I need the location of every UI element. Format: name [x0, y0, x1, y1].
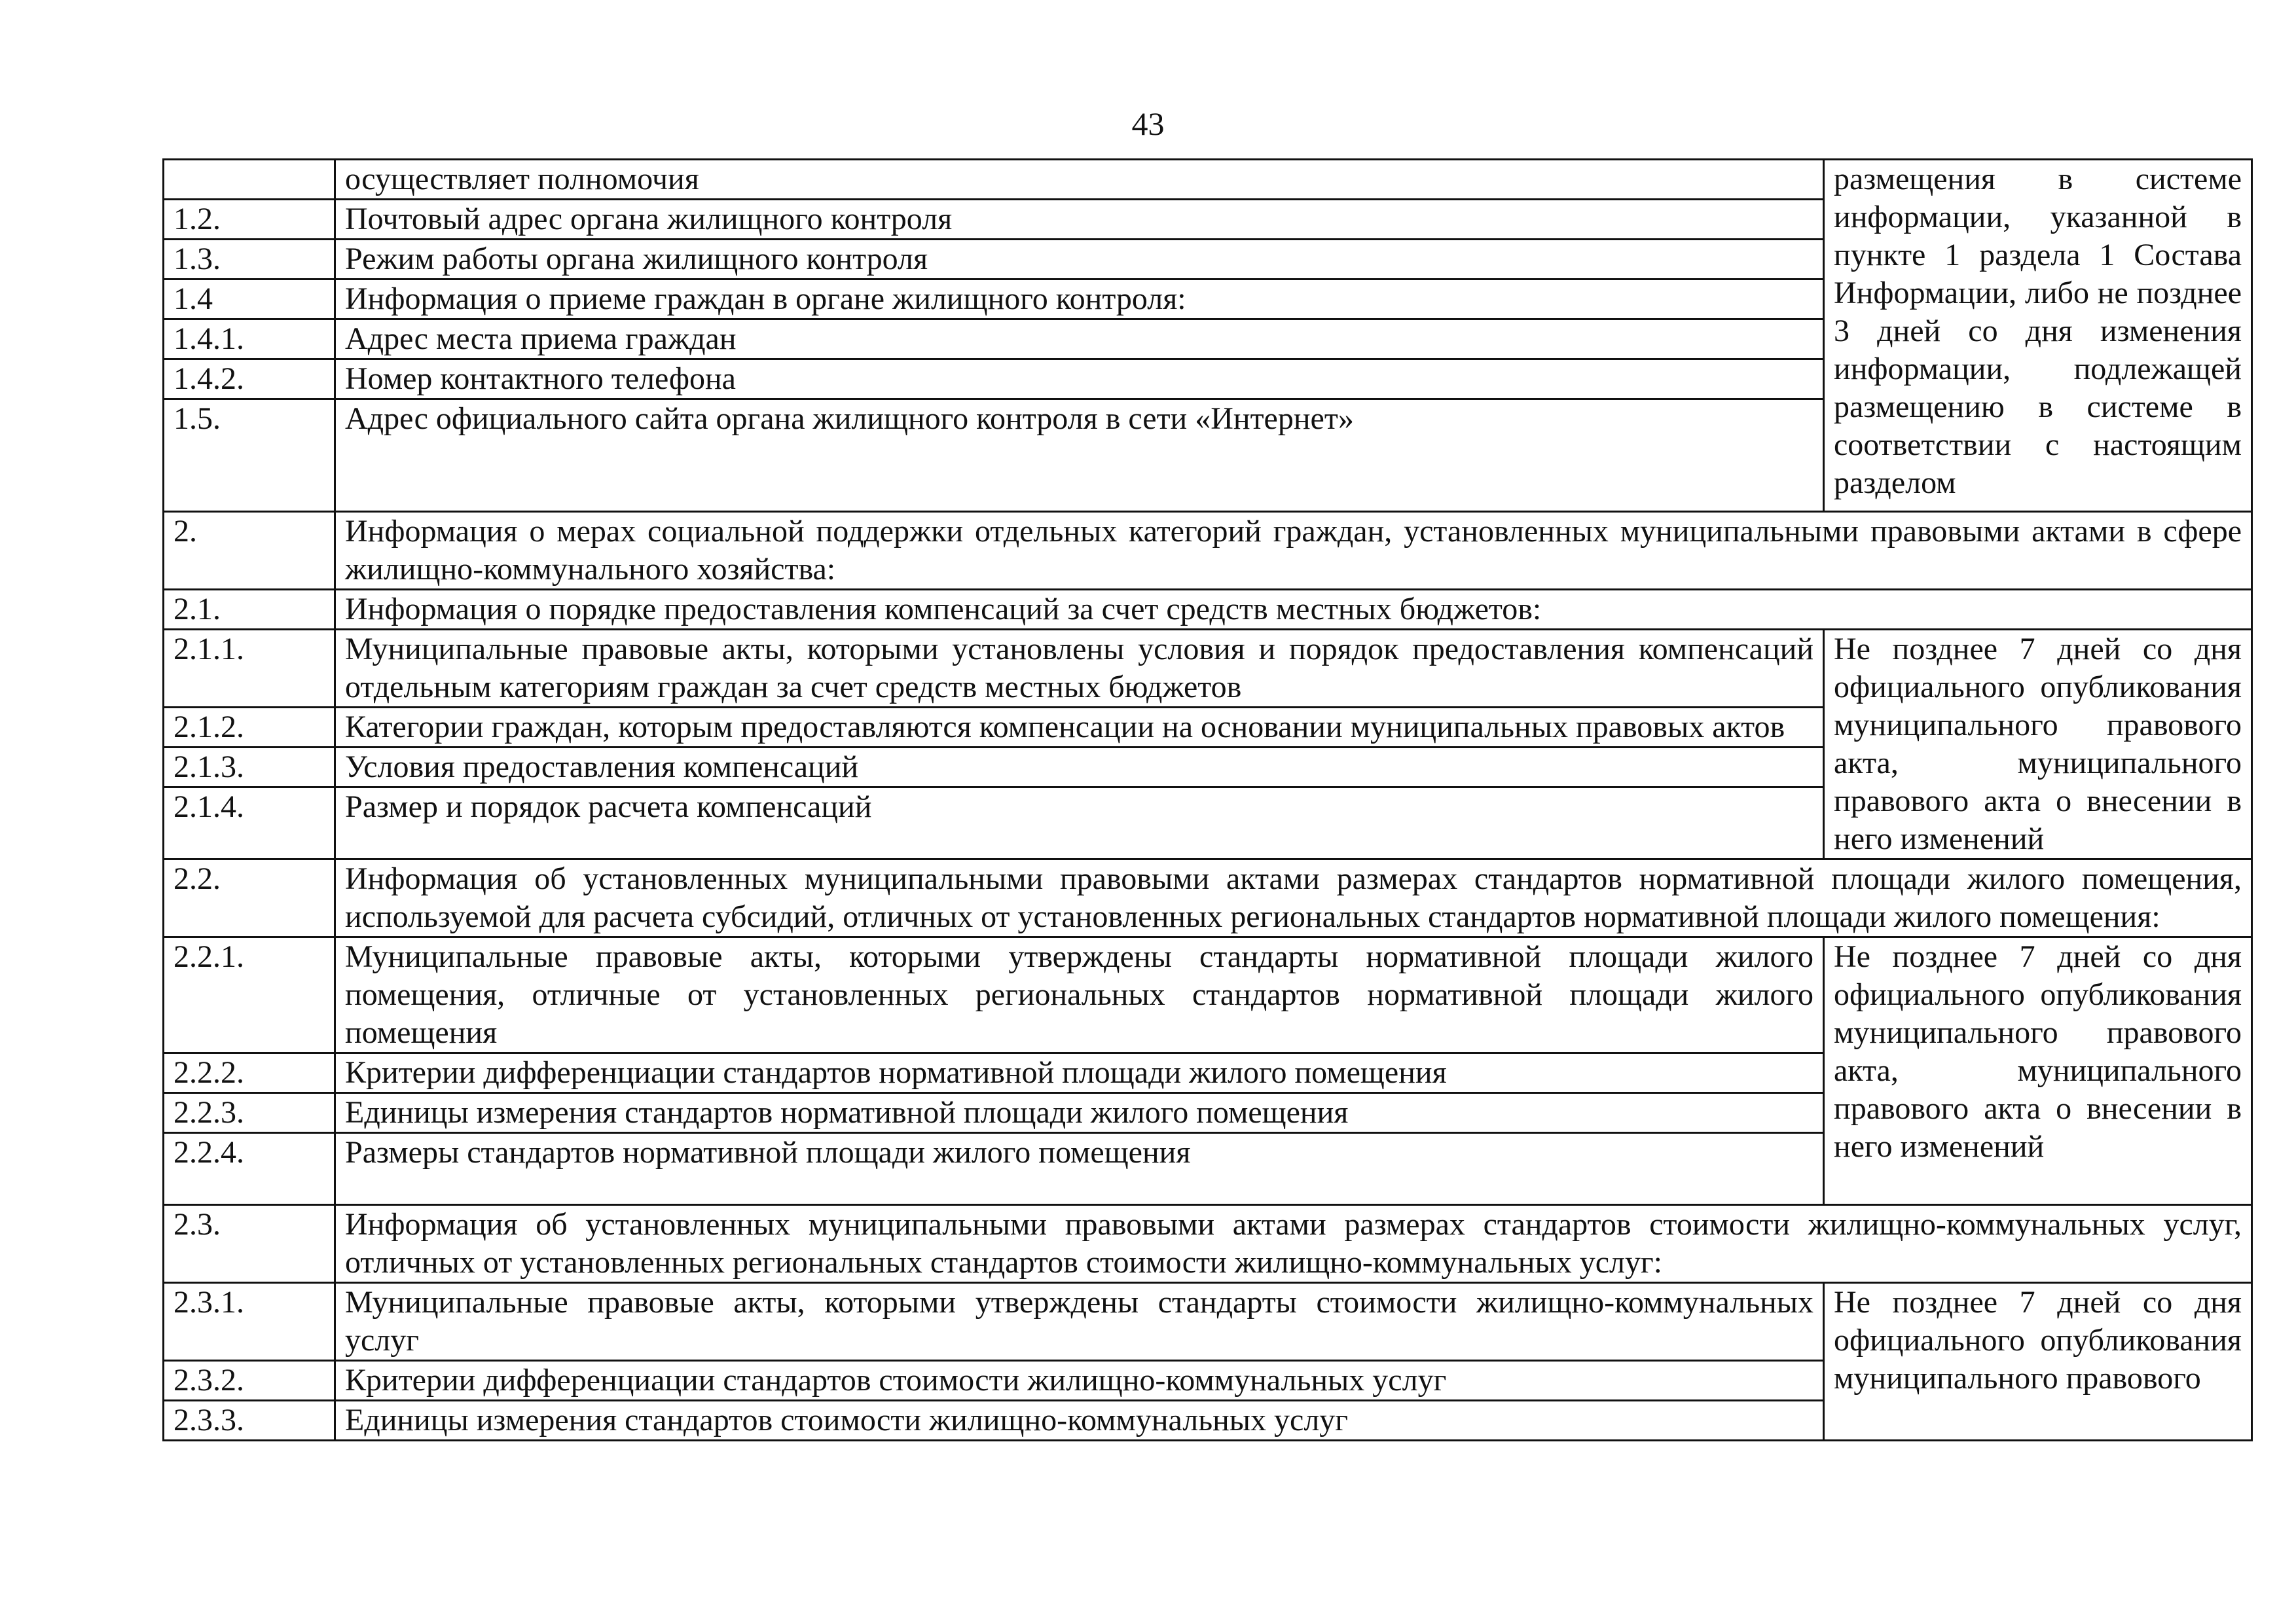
- deadline-cell: Не позднее 7 дней со дня официального опубликования муниципального правового акта, муниципального правового акта о внесении в него изменений: [1824, 937, 2252, 1205]
- row-number-cell: 2.1.2.: [164, 708, 335, 748]
- row-number-cell: 2.3.1.: [164, 1283, 335, 1361]
- table-row: [164, 160, 2252, 200]
- row-number-cell: [164, 160, 335, 200]
- table-row: [164, 630, 2252, 708]
- row-number-cell: 2.3.3.: [164, 1401, 335, 1441]
- row-number-cell: 1.4: [164, 280, 335, 319]
- row-number-cell: 2.1.: [164, 590, 335, 630]
- row-number-cell: 2.2.3.: [164, 1093, 335, 1133]
- table-row: [164, 937, 2252, 1053]
- row-text-cell: Муниципальные правовые акты, которыми утверждены стандарты нормативной площади жилого помещения, отличные от установленных региональных стандартов нормативной площади жилого помещения: [335, 937, 1824, 1053]
- row-text-cell: Почтовый адрес органа жилищного контроля: [335, 200, 1824, 240]
- section-row: [164, 859, 2252, 937]
- page-number: 43: [1131, 105, 1165, 142]
- section-heading-cell: Информация о мерах социальной поддержки отдельных категорий граждан, установленных муниципальными правовыми актами в сфере жилищно-коммунального хозяйства:: [335, 512, 2252, 590]
- information-table: [162, 158, 2253, 1441]
- table-row: [164, 1283, 2252, 1361]
- row-text-cell: Адрес места приема граждан: [335, 319, 1824, 359]
- section-heading-cell: Информация об установленных муниципальными правовыми актами размерах стандартов стоимости жилищно-коммунальных услуг, отличных от установленных региональных стандартов стоимости жилищно-коммунальных услуг:: [335, 1205, 2252, 1283]
- row-number-cell: 1.4.2.: [164, 359, 335, 399]
- row-number-cell: 2.1.1.: [164, 630, 335, 708]
- row-text-cell: Адрес официального сайта органа жилищного контроля в сети «Интернет»: [335, 399, 1824, 512]
- section-heading-cell: Информация об установленных муниципальными правовыми актами размерах стандартов нормативной площади жилого помещения, используемой для расчета субсидий, отличных от установленных региональных стандартов нормативной площади жилого помещения:: [335, 859, 2252, 937]
- row-number-cell: 1.5.: [164, 399, 335, 512]
- row-text-cell: Информация о приеме граждан в органе жилищного контроля:: [335, 280, 1824, 319]
- row-number-cell: 2.1.4.: [164, 787, 335, 859]
- row-text-cell: Единицы измерения стандартов стоимости жилищно-коммунальных услуг: [335, 1401, 1824, 1441]
- row-text-cell: Критерии дифференциации стандартов стоимости жилищно-коммунальных услуг: [335, 1361, 1824, 1401]
- section-row: [164, 512, 2252, 590]
- section-heading-cell: Информация о порядке предоставления компенсаций за счет средств местных бюджетов:: [335, 590, 2252, 630]
- row-number-cell: 2.1.3.: [164, 748, 335, 787]
- row-number-cell: 1.4.1.: [164, 319, 335, 359]
- section-row: [164, 1205, 2252, 1283]
- row-text-cell: Муниципальные правовые акты, которыми установлены условия и порядок предоставления компенсаций отдельным категориям граждан за счет средств местных бюджетов: [335, 630, 1824, 708]
- row-text-cell: Критерии дифференциации стандартов нормативной площади жилого помещения: [335, 1053, 1824, 1093]
- row-text-cell: Режим работы органа жилищного контроля: [335, 240, 1824, 280]
- row-number-cell: 2.2.: [164, 859, 335, 937]
- row-number-cell: 1.3.: [164, 240, 335, 280]
- row-number-cell: 2.2.2.: [164, 1053, 335, 1093]
- row-number-cell: 1.2.: [164, 200, 335, 240]
- row-text-cell: Размер и порядок расчета компенсаций: [335, 787, 1824, 859]
- deadline-cell: размещения в системе информации, указанной в пункте 1 раздела 1 Состава Информации, либо не позднее 3 дней со дня изменения информации, подлежащей размещению в системе в соответствии с настоящим разделом: [1824, 160, 2252, 512]
- row-number-cell: 2.3.: [164, 1205, 335, 1283]
- row-text-cell: Категории граждан, которым предоставляются компенсации на основании муниципальных правовых актов: [335, 708, 1824, 748]
- deadline-cell: Не позднее 7 дней со дня официального опубликования муниципального правового: [1824, 1283, 2252, 1441]
- deadline-cell: Не позднее 7 дней со дня официального опубликования муниципального правового акта, муниципального правового акта о внесении в него изменений: [1824, 630, 2252, 859]
- row-number-cell: 2.: [164, 512, 335, 590]
- row-number-cell: 2.3.2.: [164, 1361, 335, 1401]
- row-text-cell: Условия предоставления компенсаций: [335, 748, 1824, 787]
- row-text-cell: Номер контактного телефона: [335, 359, 1824, 399]
- row-text-cell: Размеры стандартов нормативной площади жилого помещения: [335, 1133, 1824, 1205]
- row-number-cell: 2.2.4.: [164, 1133, 335, 1205]
- row-text-cell: Единицы измерения стандартов нормативной площади жилого помещения: [335, 1093, 1824, 1133]
- row-number-cell: 2.2.1.: [164, 937, 335, 1053]
- row-text-cell: осуществляет полномочия: [335, 160, 1824, 200]
- row-text-cell: Муниципальные правовые акты, которыми утверждены стандарты стоимости жилищно-коммунальных услуг: [335, 1283, 1824, 1361]
- section-row: [164, 590, 2252, 630]
